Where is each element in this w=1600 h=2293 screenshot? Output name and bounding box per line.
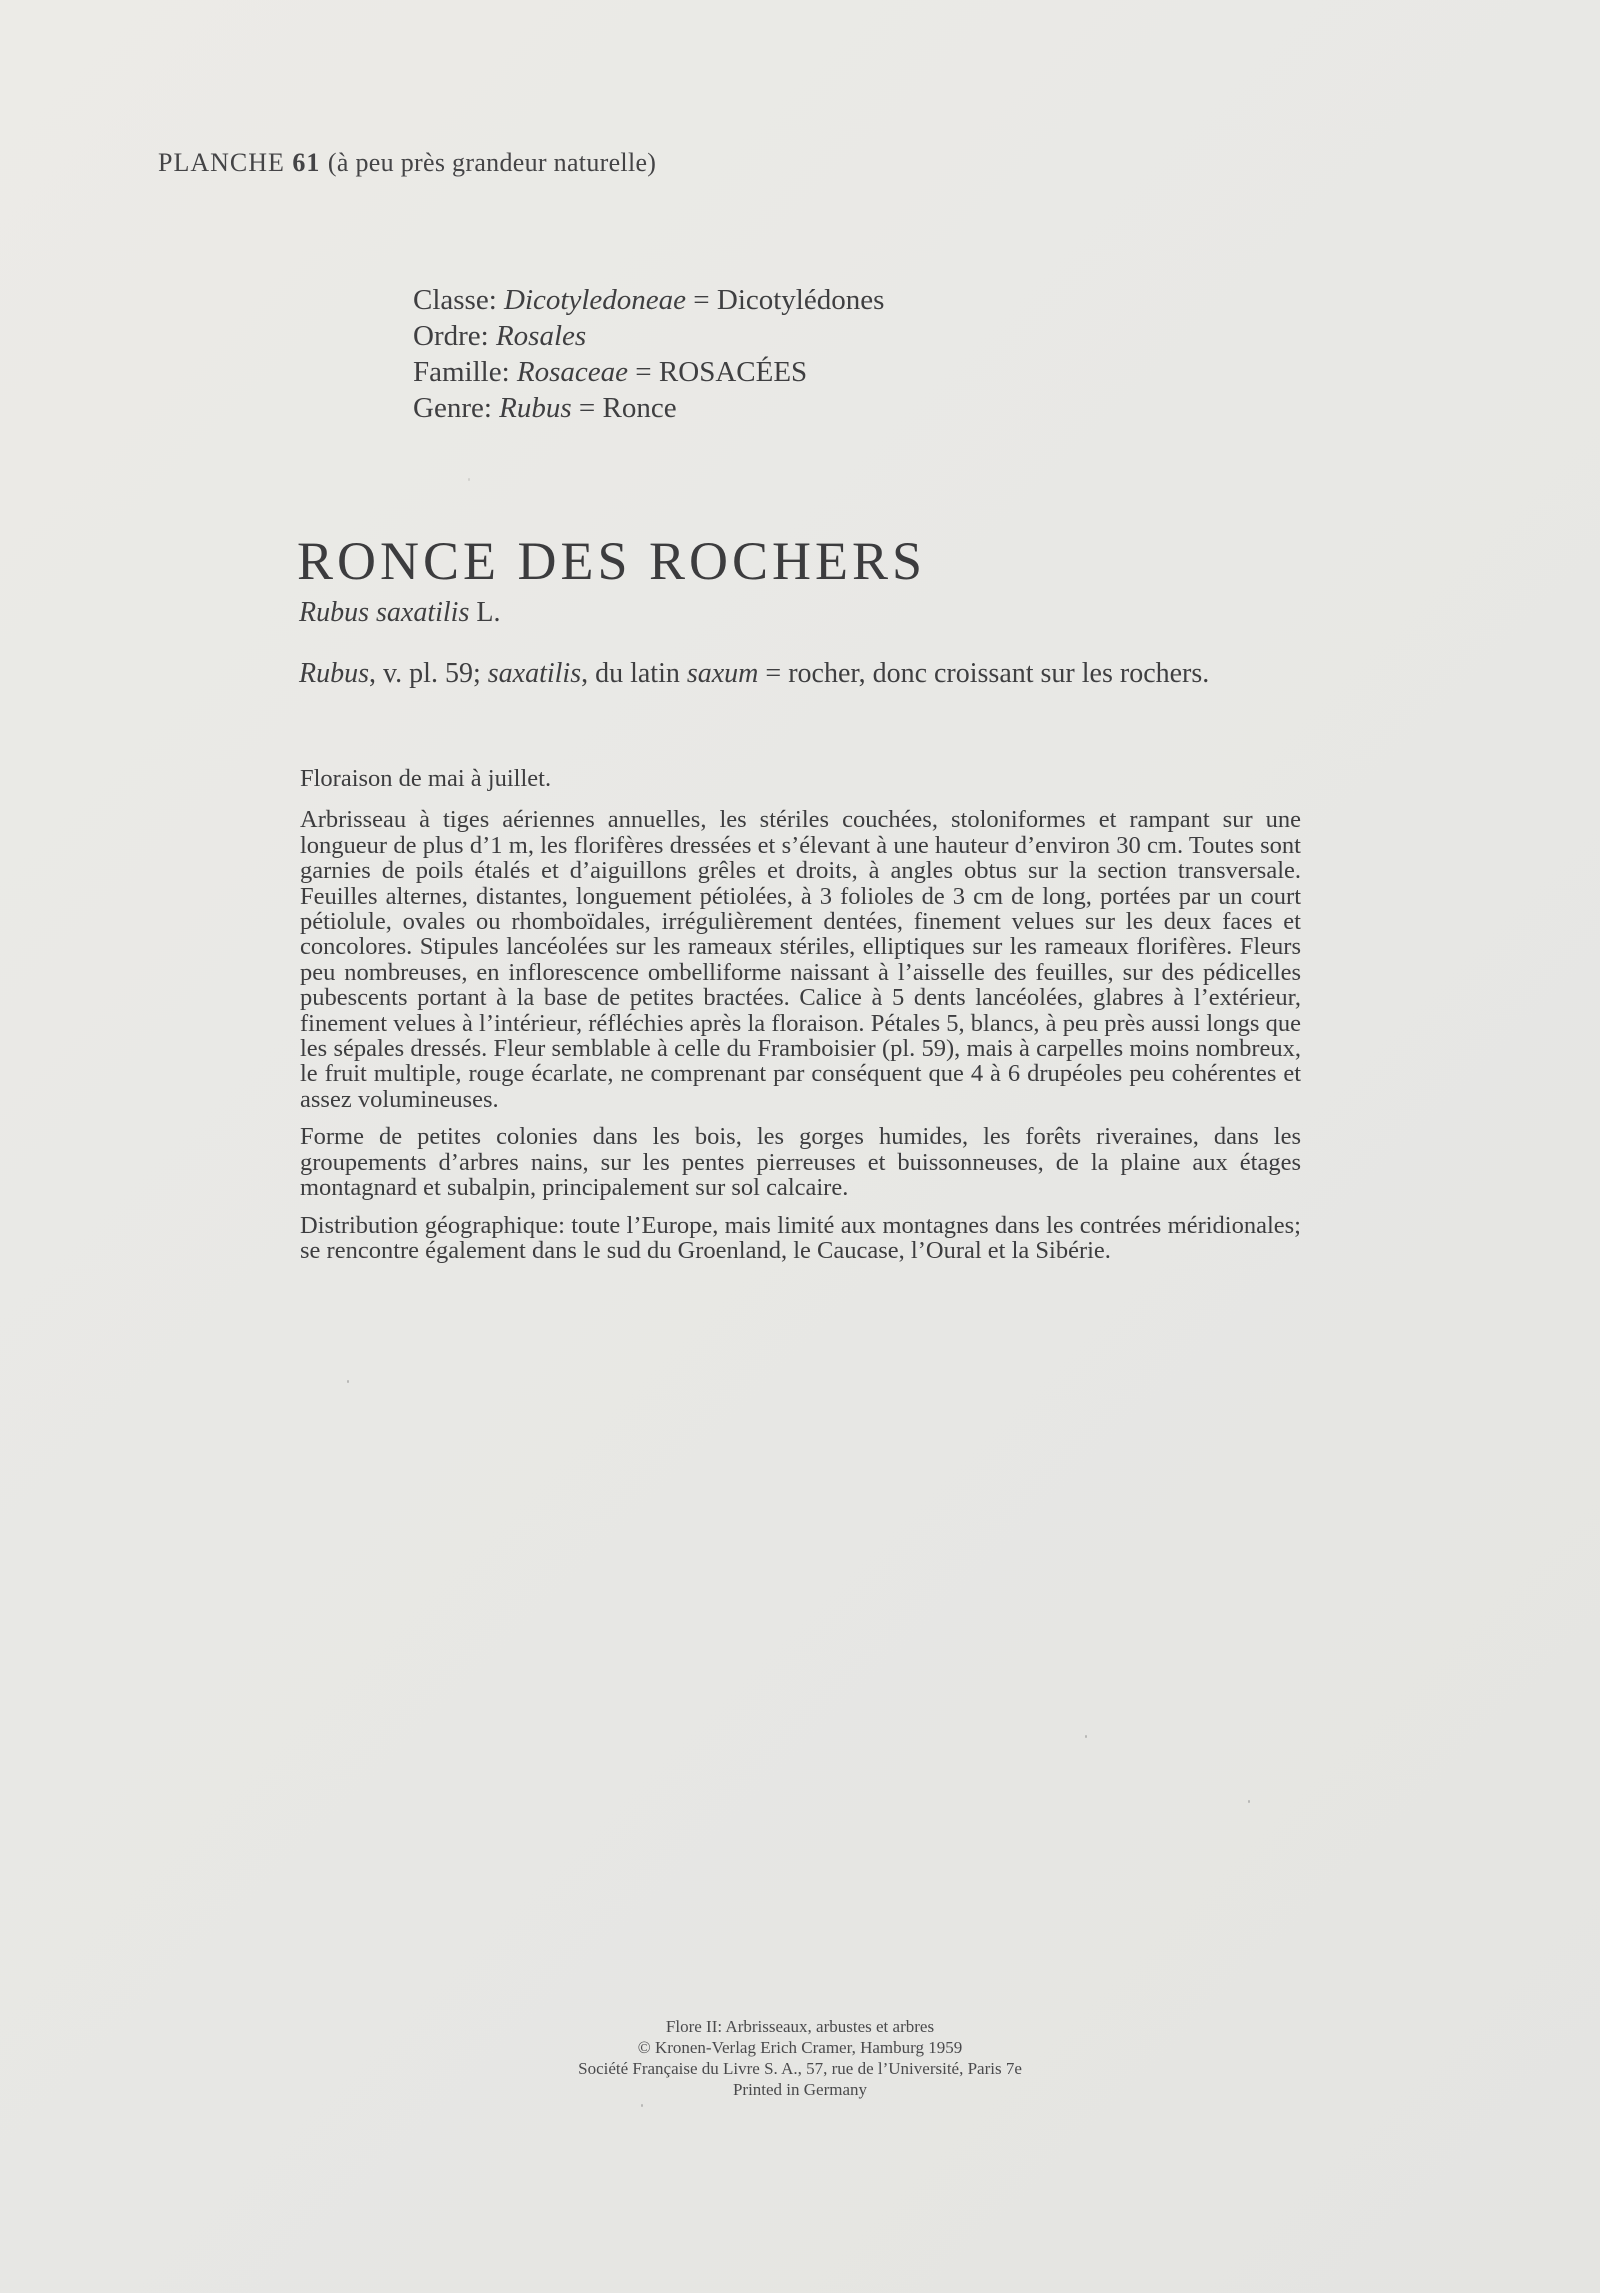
- description-body: [300, 766, 1301, 1275]
- description-paragraph: Arbrisseau à tiges aériennes annuelles, les stériles couchées, stoloniformes et rampant sur une longueur de plus d’1 m, les florifères dressées et s’élevant à une hauteur d’environ 30 cm. Toutes sont garnies de poils étalés et d’aiguillons grêles et droits, à angles obtus sur la section transversale. Feuilles alternes, distantes, longuement pétiolées, à 3 folioles de 3 cm de long, portées par un court pétiolule, ovales ou rhomboïdales, irrégulièrement dentées, finement velues sur les deux faces et concolores. Stipules lancéolées sur les rameaux stériles, elliptiques sur les rameaux florifères. Fleurs peu nombreuses, en inflorescence ombelliforme naissant à l’aisselle des feuilles, sur des pédicelles pubescents portant à la base de petites bractées. Calice à 5 dents lancéolées, glabres à l’extérieur, finement velues à l’intérieur, réfléchies après la floraison. Pétales 5, blancs, à peu près aussi longs que les sépales dressés. Fleur semblable à celle du Framboisier (pl. 59), mais à carpelles moins nombreux, le fruit multiple, rouge écarlate, ne comprenant par conséquent que 4 à 6 drupéoles peu cohérentes et assez volumineuses.: [300, 806, 1301, 1113]
- latin-binomial: Rubus saxatilis: [299, 597, 470, 628]
- ordre-latin: Rosales: [495, 320, 587, 352]
- species-title: RONCE DES ROCHERS: [297, 531, 927, 591]
- ordre-label: Ordre:: [413, 320, 489, 352]
- taxonomy-classe: [413, 282, 884, 318]
- colophon-line-3: Société Française du Livre S. A., 57, rue de l’Université, Paris 7e: [578, 2059, 1022, 2078]
- genre-equals: =: [578, 392, 596, 424]
- plate-note: (à peu près grandeur naturelle): [327, 148, 657, 177]
- etym-part2: , du latin: [581, 658, 687, 689]
- taxonomy-ordre: [413, 318, 884, 354]
- etym-part1: , v. pl. 59;: [369, 658, 488, 689]
- distribution-paragraph: Distribution géographique: toute l’Europe, mais limité aux montagnes dans les contrées méridionales; se rencontre également dans le sud du Groenland, le Caucase, l’Oural et la Sibérie.: [300, 1211, 1301, 1264]
- paper-speck: [468, 478, 470, 481]
- colophon: [400, 2016, 1200, 2100]
- colophon-line-4: Printed in Germany: [732, 2080, 868, 2099]
- latin-name: [299, 597, 500, 629]
- famille-equals: =: [635, 356, 652, 388]
- paper-speck: [1085, 1735, 1087, 1738]
- etym-word: saxum: [686, 658, 759, 689]
- plate-label: PLANCHE: [158, 148, 285, 177]
- paper-speck: [1248, 1800, 1250, 1803]
- genre-french: Ronce: [602, 392, 677, 424]
- genre-latin: Rubus: [499, 392, 572, 424]
- etym-species: saxatilis: [487, 658, 582, 689]
- etym-genus: Rubus: [299, 658, 369, 689]
- taxonomy-famille: [413, 354, 884, 390]
- famille-latin: Rosaceae: [516, 356, 629, 388]
- classe-equals: =: [693, 284, 710, 316]
- etymology: [299, 658, 1209, 690]
- classe-french: Dicotylédones: [716, 284, 885, 316]
- famille-french: ROSACÉES: [658, 356, 808, 388]
- famille-label: Famille:: [413, 356, 510, 388]
- habitat-paragraph: Forme de petites colonies dans les bois, les gorges humides, les forêts riveraines, dans les groupements d’arbres nains, sur les pentes pierreuses et buissonneuses, de la plaine aux étages montagnard et subalpin, principalement sur sol calcaire.: [300, 1123, 1301, 1202]
- genre-label: Genre:: [413, 392, 492, 424]
- classe-latin: Dicotyledoneae: [504, 284, 687, 316]
- flowering-paragraph: Floraison de mai à juillet.: [300, 765, 552, 792]
- colophon-line-1: Flore II: Arbrisseaux, arbustes et arbres: [665, 2017, 935, 2036]
- taxonomy-block: [413, 282, 884, 426]
- paper-speck: [641, 2104, 643, 2107]
- plate-header: [158, 148, 656, 178]
- taxonomy-genre: [413, 390, 884, 426]
- colophon-line-2: © Kronen-Verlag Erich Cramer, Hamburg 1959: [637, 2038, 963, 2057]
- latin-author: L.: [476, 597, 501, 628]
- etym-part3: = rocher, donc croissant sur les rochers.: [758, 658, 1210, 689]
- plate-number: 61: [292, 148, 321, 177]
- classe-label: Classe:: [413, 284, 497, 316]
- paper-speck: [347, 1380, 349, 1383]
